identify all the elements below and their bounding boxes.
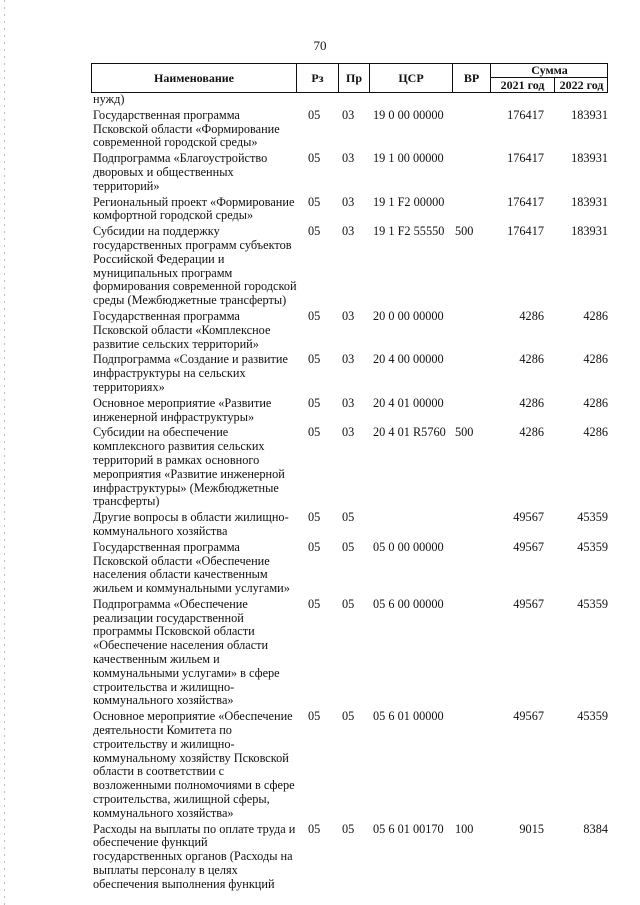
row-name: нужд) bbox=[93, 92, 125, 106]
table-row bbox=[93, 511, 608, 539]
row-csr: 05 6 01 00000 bbox=[373, 709, 444, 724]
row-name: Основное мероприятие «Обеспечение деятельности Комитета по строительству и жилищно-коммунальному хозяйству Псковской области в соответствии с возложенными полномочиями в сфере строительства, жилищной сферы, коммунального хозяйства» bbox=[93, 709, 295, 820]
table-row bbox=[93, 109, 608, 150]
row-pr: 05 bbox=[342, 821, 355, 836]
row-sum-2021: 9015 bbox=[519, 821, 544, 836]
table-row bbox=[93, 710, 608, 820]
row-name: Субсидии на обеспечение комплексного развития сельских территорий в рамках основного мероприятия «Развитие инженерной инфраструктуры» (Межбюджетные трансферты) bbox=[93, 425, 285, 509]
row-rz: 05 bbox=[308, 224, 321, 239]
header-rz: Рз bbox=[297, 64, 339, 92]
row-csr: 05 6 01 00170 bbox=[373, 821, 444, 836]
row-csr: 05 0 00 00000 bbox=[373, 539, 444, 554]
row-sum-2021: 49567 bbox=[513, 709, 544, 724]
row-rz: 05 bbox=[308, 425, 321, 440]
page-number: 70 bbox=[313, 38, 327, 53]
row-pr: 03 bbox=[342, 425, 355, 440]
row-sum-2022: 4286 bbox=[583, 395, 608, 410]
row-pr: 03 bbox=[342, 107, 355, 122]
row-sum-2022: 45359 bbox=[577, 709, 608, 724]
table-row bbox=[93, 823, 608, 892]
row-rz: 05 bbox=[308, 151, 321, 166]
table-row bbox=[93, 426, 608, 509]
row-rz: 05 bbox=[308, 709, 321, 724]
row-rz: 05 bbox=[308, 107, 321, 122]
row-sum-2022: 4286 bbox=[583, 352, 608, 367]
table-row bbox=[93, 310, 608, 351]
row-csr: 05 6 00 00000 bbox=[373, 596, 444, 611]
table-body bbox=[93, 93, 608, 894]
table-row bbox=[93, 397, 608, 425]
row-name: Расходы на выплаты по оплате труда и обеспечение функций государственных органов (Расходы на выплаты персоналу в целях обеспечения выполнения функций bbox=[93, 821, 296, 891]
row-pr: 03 bbox=[342, 151, 355, 166]
row-sum-2021: 176417 bbox=[507, 224, 544, 239]
row-pr: 03 bbox=[342, 308, 355, 323]
row-sum-2022: 183931 bbox=[571, 224, 608, 239]
row-name: Государственная программа Псковской области «Комплексное развитие сельских территорий» bbox=[93, 308, 271, 351]
row-sum-2021: 4286 bbox=[519, 308, 544, 323]
row-name: Подпрограмма «Создание и развитие инфраструктуры на сельских территориях» bbox=[93, 352, 288, 394]
row-pr: 05 bbox=[342, 539, 355, 554]
row-name: Государственная программа Псковской области «Формирование современной городской среды» bbox=[93, 107, 280, 150]
table-row bbox=[93, 541, 608, 596]
row-rz: 05 bbox=[308, 539, 321, 554]
row-rz: 05 bbox=[308, 308, 321, 323]
row-sum-2021: 49567 bbox=[513, 539, 544, 554]
row-sum-2022: 4286 bbox=[583, 425, 608, 440]
row-sum-2022: 183931 bbox=[571, 194, 608, 209]
row-pr: 05 bbox=[342, 510, 355, 525]
table-row bbox=[93, 225, 608, 308]
row-sum-2021: 4286 bbox=[519, 352, 544, 367]
header-vr: ВР bbox=[453, 64, 491, 92]
table-row bbox=[93, 598, 608, 708]
row-csr: 19 0 00 00000 bbox=[373, 107, 444, 122]
row-pr: 03 bbox=[342, 395, 355, 410]
row-rz: 05 bbox=[308, 510, 321, 525]
header-name: Наименование bbox=[92, 64, 297, 92]
row-name: Региональный проект «Формирование комфортной городской среды» bbox=[93, 194, 295, 223]
row-sum-2022: 45359 bbox=[577, 596, 608, 611]
row-name: Подпрограмма «Обеспечение реализации государственной программы Псковской области «Обеспечение населения области качественным жильем и коммунальными услугами» в сфере строительства и жилищно-коммунального хозяйства» bbox=[93, 596, 280, 708]
row-pr: 05 bbox=[342, 709, 355, 724]
row-name: Основное мероприятие «Развитие инженерной инфраструктуры» bbox=[93, 395, 272, 424]
row-sum-2022: 4286 bbox=[583, 308, 608, 323]
row-csr: 20 4 00 00000 bbox=[373, 352, 444, 367]
header-csr: ЦСР bbox=[370, 64, 453, 92]
row-pr: 03 bbox=[342, 224, 355, 239]
row-vr: 500 bbox=[455, 425, 474, 440]
row-sum-2022: 45359 bbox=[577, 510, 608, 525]
row-csr: 19 1 F2 55550 bbox=[373, 224, 445, 239]
row-csr: 19 1 00 00000 bbox=[373, 151, 444, 166]
scan-edge-mark bbox=[4, 0, 5, 905]
header-pr: Пр bbox=[339, 64, 370, 92]
row-sum-2021: 176417 bbox=[507, 151, 544, 166]
row-csr: 20 4 01 R5760 bbox=[373, 425, 446, 440]
row-sum-2021: 176417 bbox=[507, 107, 544, 122]
row-pr: 03 bbox=[342, 352, 355, 367]
row-sum-2021: 49567 bbox=[513, 510, 544, 525]
row-csr: 19 1 F2 00000 bbox=[373, 194, 445, 209]
row-pr: 05 bbox=[342, 596, 355, 611]
row-name: Другие вопросы в области жилищно-коммунального хозяйства bbox=[93, 510, 289, 538]
row-sum-2022: 45359 bbox=[577, 539, 608, 554]
row-sum-2021: 176417 bbox=[507, 194, 544, 209]
row-sum-2021: 49567 bbox=[513, 596, 544, 611]
row-rz: 05 bbox=[308, 821, 321, 836]
header-year-2021: 2021 год bbox=[491, 78, 555, 92]
row-rz: 05 bbox=[308, 352, 321, 367]
table-row bbox=[93, 353, 608, 394]
header-sum: Сумма bbox=[491, 64, 608, 78]
table-header bbox=[91, 63, 608, 93]
row-rz: 05 bbox=[308, 395, 321, 410]
row-vr: 100 bbox=[455, 821, 474, 836]
row-sum-2021: 4286 bbox=[519, 425, 544, 440]
table-row bbox=[93, 196, 608, 224]
table-row bbox=[93, 152, 608, 193]
row-sum-2022: 183931 bbox=[571, 107, 608, 122]
table-row bbox=[93, 93, 608, 107]
row-csr: 20 0 00 00000 bbox=[373, 308, 444, 323]
row-pr: 03 bbox=[342, 194, 355, 209]
row-sum-2022: 8384 bbox=[583, 821, 608, 836]
row-rz: 05 bbox=[308, 194, 321, 209]
row-sum-2021: 4286 bbox=[519, 395, 544, 410]
header-year-2022: 2022 год bbox=[559, 77, 604, 92]
row-name: Государственная программа Псковской области «Обеспечение населения области качественным жильем и коммунальными услугами» bbox=[93, 539, 290, 596]
row-rz: 05 bbox=[308, 596, 321, 611]
row-sum-2022: 183931 bbox=[571, 151, 608, 166]
row-vr: 500 bbox=[455, 224, 474, 239]
row-name: Субсидии на поддержку государственных программ субъектов Российской Федерации и муниципальных программ формирования современной городской среды (Межбюджетные трансферты) bbox=[93, 224, 297, 308]
row-name: Подпрограмма «Благоустройство дворовых и общественных территорий» bbox=[93, 151, 268, 193]
row-csr: 20 4 01 00000 bbox=[373, 395, 444, 410]
